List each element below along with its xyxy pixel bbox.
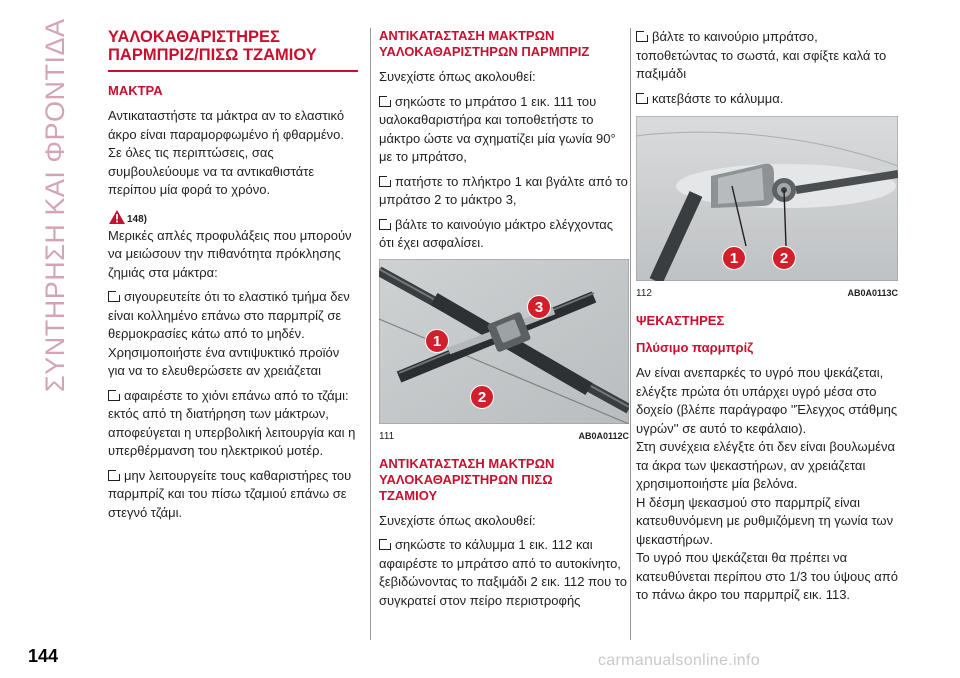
paragraph: Η δέσμη ψεκασμού στο παρμπρίζ είναι κατευθυνόμενη με ρυθμιζόμενη τη γωνία των ψεκαστήρων.	[636, 494, 894, 547]
column-divider	[370, 28, 371, 640]
bullet-box-icon	[108, 470, 120, 481]
rear-wiper-photo	[636, 116, 898, 281]
column-windshield-replacement	[379, 28, 629, 616]
bullet-item: σηκώστε το μπράτσο 1 εικ. 111 του υαλοκαθαριστήρα και τοποθετήστε το μάκτρο ώστε να σχηματίζει μία γωνία 90° με το μπράτσο,	[379, 93, 616, 164]
bullet-item: βάλτε το καινούγιο μάκτρο ελέγχοντας ότι έχει ασφαλίσει.	[379, 216, 614, 250]
section-heading-wipers: ΥΑΛΟΚΑΘΑΡΙΣΤΗΡΕΣ ΠΑΡΜΠΡΙΖ/ΠΙΣΩ ΤΖΑΜΙΟΥ	[108, 28, 317, 64]
paragraph: Συνεχίστε όπως ακολουθεί:	[379, 512, 536, 528]
bullet-box-icon	[379, 219, 391, 230]
section-heading-rear-blades: ΑΝΤΙΚΑΤΑΣΤΑΣΗ ΜΑΚΤΡΩΝ ΥΑΛΟΚΑΘΑΡΙΣΤΗΡΩΝ ΠΙΣΩ ΤΖΑΜΙΟΥ	[379, 455, 555, 503]
page-number: 144	[28, 646, 59, 666]
column-divider	[630, 28, 631, 640]
warning-ref-number: 148)	[127, 213, 148, 225]
paragraph: Το υγρό που ψεκάζεται θα πρέπει να κατευθύνεται περίπου στο 1/3 του ύψους από το πάνω άκρο του παρμπρίζ εικ. 113.	[636, 550, 898, 602]
callout-badge: 1	[722, 246, 746, 270]
bullet-item: πατήστε το πλήκτρο 1 και βγάλτε από το μπράτσο 2 το μάκτρο 3,	[379, 173, 628, 207]
warning-reference	[108, 205, 358, 225]
chapter-side-title: ΣΥΝΤΗΡΗΣΗ ΚΑΙ ΦΡΟΝΤΙΔΑ	[40, 18, 70, 392]
paragraph: Μερικές απλές προφυλάξεις που μπορούν να μειώσουν την πιθανότητα πρόκλησης ζημιάς στα μάκτρα:	[108, 227, 352, 280]
paragraph: Αντικαταστήστε τα μάκτρα αν το ελαστικό άκρο είναι παραμορφωμένο ή φθαρμένο. Σε όλες τις περιπτώσεις, σας συμβουλεύουμε να τα αντικαθιστάτε περίπου μία φορά το χρόνο.	[108, 108, 345, 197]
subheading-blades: ΜΑΚΤΡΑ	[108, 83, 163, 98]
figure-number: 111	[379, 430, 395, 442]
column-wipers	[108, 28, 358, 528]
bullet-box-icon	[379, 176, 391, 187]
wiper-blade-photo	[379, 259, 629, 424]
figure-caption	[636, 288, 898, 299]
callout-badge: 1	[425, 329, 449, 353]
callout-badge: 2	[470, 385, 494, 409]
bullet-item: βάλτε το καινούριο μπράτσο, τοποθετώντας το σωστά, και σφίξτε καλά το παξιμάδι	[636, 29, 887, 81]
figure-number: 112	[636, 288, 652, 299]
paragraph: Στη συνέχεια ελέγξτε ότι δεν είναι βουλωμένα τα άκρα των ψεκαστήρων, αν χρειάζεται χρησιμοποιήστε μία βελόνα.	[636, 439, 896, 491]
bullet-box-icon	[379, 96, 391, 107]
bullet-box-icon	[379, 539, 391, 550]
figure-111	[379, 259, 629, 442]
callout-badge: 2	[772, 246, 796, 270]
bullet-box-icon	[108, 390, 120, 401]
bullet-item: σιγουρευτείτε ότι το ελαστικό τμήμα δεν είναι κολλημένο επάνω στο παρμπρίζ σε θερμοκρασίες κάτω από το μηδέν. Χρησιμοποιήστε ένα αντιψυκτικό προϊόν για να το ελευθερώσετε αν χρειάζεται	[108, 289, 350, 378]
bullet-box-icon	[636, 31, 648, 42]
watermark: carmanualsonline.info	[598, 652, 760, 669]
warning-triangle-icon	[108, 209, 126, 225]
figure-code: AB0A0113C	[847, 288, 898, 298]
callout-badge: 3	[527, 295, 551, 319]
paragraph: Αν είναι ανεπαρκές το υγρό που ψεκάζεται, ελέγξτε πρώτα ότι υπάρχει υγρό μέσα στο δοχείο (βλέπε παράγραφο ''Έλεγχος στάθμης υγρών'' σε αυτό το κεφάλαιο).	[636, 365, 898, 436]
bullet-item: μην λειτουργείτε τους καθαριστήρες του παρμπρίζ και του πίσω τζαμιού επάνω σε στεγνό τζάμι.	[108, 467, 352, 520]
figure-112	[636, 116, 898, 299]
bullet-box-icon	[108, 291, 120, 302]
section-heading-windshield-blades: ΑΝΤΙΚΑΤΑΣΤΑΣΗ ΜΑΚΤΡΩΝ ΥΑΛΟΚΑΘΑΡΙΣΤΗΡΩΝ ΠΑΡΜΠΡΙΖ	[379, 28, 590, 59]
bullet-item: κατεβάστε το κάλυμμα.	[636, 90, 898, 109]
column-washers	[636, 28, 898, 605]
figure-code: AB0A0112C	[578, 430, 629, 441]
section-heading-washers: ΨΕΚΑΣΤΗΡΕΣ	[636, 313, 725, 328]
paragraph: Συνεχίστε όπως ακολουθεί:	[379, 69, 536, 84]
heading-rule	[108, 70, 358, 72]
bullet-box-icon	[636, 93, 648, 104]
figure-caption	[379, 431, 629, 442]
bullet-item: σηκώστε το κάλυμμα 1 εικ. 112 και αφαιρέστε το μπράτσο από το αυτοκίνητο, ξεβιδώνοντας το παξιμάδι 2 εικ. 112 που το συγκρατεί στον πείρο περιστροφής	[379, 537, 627, 608]
bullet-item: αφαιρέστε το χιόνι επάνω από το τζάμι: εκτός από τη διατήρηση των μάκτρων, αποφεύγεται η υπερβολική λειτουργία και η υπερθέρμανση του ηλεκτρικού μοτέρ.	[108, 387, 356, 458]
subheading-windshield-wash: Πλύσιμο παρμπρίζ	[636, 340, 754, 355]
